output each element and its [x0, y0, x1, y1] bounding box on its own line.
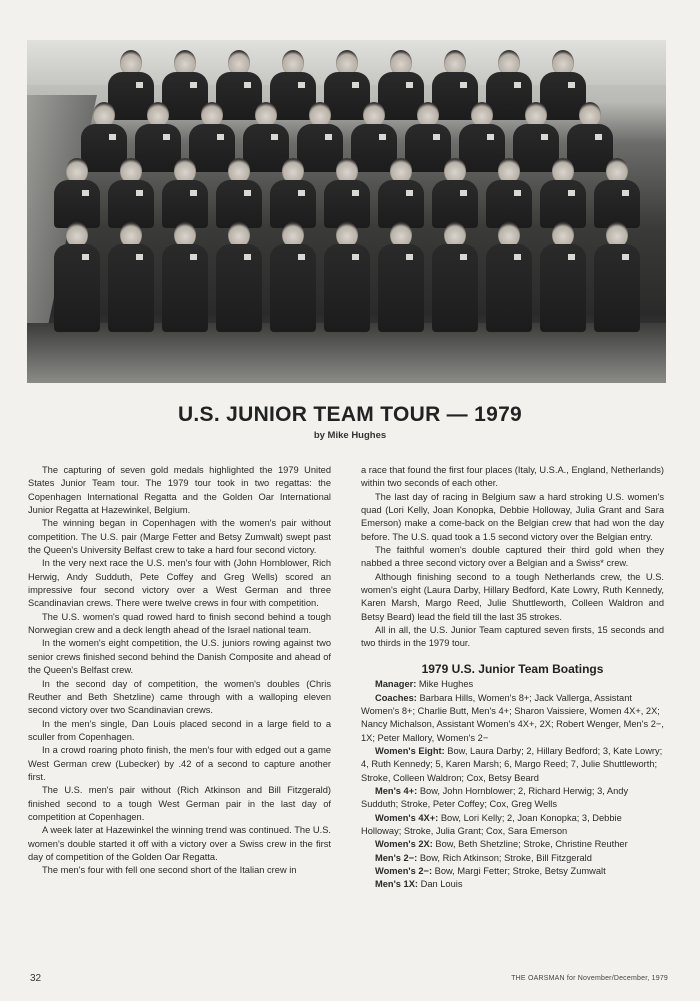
- boatings-label: Women's 4X+:: [375, 812, 439, 823]
- boatings-line: [361, 852, 664, 865]
- team-member: [594, 158, 640, 228]
- boatings-text: Dan Louis: [418, 879, 463, 890]
- team-member: [270, 158, 316, 228]
- boatings-label: Women's Eight:: [375, 745, 445, 756]
- article-paragraph: In the women's eight competition, the U.S. juniors rowing against two senior crews finished second behind the Danish Composite and ahead of the Queen's Belfast crew.: [28, 638, 331, 676]
- article-paragraph: The last day of racing in Belgium saw a hard stroking U.S. women's quad (Lori Kelly, Joan Konopka, Debbie Holloway, Julia Grant and Sara Emerson) make a come-back on the Belgian crew that had won the day before. The U.S. quad took a 1.5 second victory over the Belgian entry.: [361, 491, 664, 542]
- boatings-text: Bow, Beth Shetzline; Stroke, Christine Reuther: [432, 839, 628, 850]
- team-member: [540, 158, 586, 228]
- team-member: [108, 158, 154, 228]
- team-member: [162, 222, 208, 332]
- boatings-label: Women's 2X:: [375, 839, 433, 850]
- team-member: [324, 222, 370, 332]
- boatings-line: [361, 678, 664, 691]
- article-byline: by Mike Hughes: [313, 430, 387, 441]
- article-paragraph: The capturing of seven gold medals highlighted the 1979 United States Junior Team tour. The 1979 tour took in two regattas: the Copenhagen International Regatta and the Golden Oar International Junior Regatta at Hazewinkel, Belgium.: [28, 465, 331, 516]
- team-member: [378, 222, 424, 332]
- team-photo: [27, 40, 666, 383]
- article-paragraph: In the second day of competition, the women's doubles (Chris Reuther and Beth Shetzline) came through with a walloping eleven second victory over two Scandinavian crews.: [28, 678, 331, 716]
- boatings-text: Bow, Lori Kelly; 2, Joan Konopka; 3, Debbie Holloway; Stroke, Julia Grant; Cox, Sara Emerson: [361, 812, 622, 836]
- photo-row-middle: [27, 158, 666, 228]
- article-paragraph: The U.S. women's quad rowed hard to finish second behind a tough Norwegian crew and a deck length ahead of the Israel national team.: [28, 611, 331, 636]
- team-member: [216, 158, 262, 228]
- article-paragraph: All in all, the U.S. Junior Team captured seven firsts, 15 seconds and two thirds in the 1979 tour.: [361, 625, 664, 649]
- boatings-heading: 1979 U.S. Junior Team Boatings: [421, 661, 604, 676]
- article-paragraph: The faithful women's double captured their third gold when they nabbed a three second victory over a Belgian and a Swiss* crew.: [361, 545, 664, 569]
- boatings-line: [361, 692, 664, 745]
- boatings-label: Men's 1X:: [375, 879, 419, 890]
- article-paragraph: In a crowd roaring photo finish, the men's four with edged out a game West German crew (Lubecker) by .42 of a second to capture another first.: [28, 745, 331, 782]
- article-title: U.S. JUNIOR TEAM TOUR — 1979: [177, 403, 523, 426]
- boatings-line: [361, 878, 664, 891]
- boatings-line: [361, 745, 664, 785]
- page-number: 32: [30, 973, 42, 984]
- boatings-label: Coaches:: [375, 692, 417, 703]
- article-paragraph: The winning began in Copenhagen with the women's pair without competition. The U.S. pair (Marge Fetter and Betsy Zumwalt) swept past the Queen's University Belfast crew to take a hard four second victory.: [28, 518, 331, 556]
- photo-ground: [27, 323, 666, 383]
- boatings-text: Bow, Laura Darby; 2, Hillary Bedford; 3, Kate Lowry; 4, Ruth Kennedy; 5, Karen Marsh; 6, Margo Reed; 7, Julie Shuttleworth; Stroke, Colleen Waldron; Cox, Betsy Beard: [361, 745, 663, 783]
- article-paragraph: In the men's single, Dan Louis placed second in a large field to a sculler from Copenhagen.: [28, 718, 331, 742]
- article-paragraph: The U.S. men's pair without (Rich Atkinson and Bill Fitzgerald) finished second to a tough West German pair in the last day of competition at Copenhagen.: [28, 785, 331, 822]
- boatings-text: Bow, Rich Atkinson; Stroke, Bill Fitzgerald: [417, 852, 592, 863]
- boatings-line: [361, 785, 664, 812]
- boatings-line: [361, 865, 664, 878]
- team-member: [486, 222, 532, 332]
- article-paragraph: Although finishing second to a tough Netherlands crew, the U.S. women's eight (Laura Darby, Hillary Bedford, Kate Lowry, Ruth Kennedy, Karen Marsh, Margo Reed, Julie Shuttleworth, Colleen Waldron and Betsy Beard) lead the field till the last 35 strokes.: [361, 571, 664, 622]
- team-member: [432, 222, 478, 332]
- article-paragraph: a race that found the first four places (Italy, U.S.A., England, Netherlands) within two seconds of each other.: [361, 465, 664, 489]
- team-member: [216, 222, 262, 332]
- boatings-text: Bow, Margi Fetter; Stroke, Betsy Zumwalt: [432, 865, 606, 876]
- article-column-right: [361, 464, 664, 892]
- boatings-label: Manager:: [375, 679, 417, 690]
- article-paragraph: In the very next race the U.S. men's four with (John Hornblower, Rich Herwig, Andy Sudduth, Pete Coffey and Greg Wells) scored an impressive four second victory over a West German and three Scandinavian crews. There were twelve crews in four with competition.: [28, 558, 331, 609]
- photo-row-front: [27, 222, 666, 332]
- article-column-left: [28, 464, 331, 878]
- team-member: [432, 158, 478, 228]
- article-paragraph: The men's four with fell one second short of the Italian crew in: [42, 865, 297, 876]
- boatings-text: Barbara Hills, Women's 8+; Jack Vallerga, Assistant Women's 8+; Charlie Butt, Men's 4+; Sharon Vaissiere, Women 4X+, 2X; Nancy Michalson, Assistant Women's 4X+, 2X; Robert Wenger, Men's 2−, 1X; Peter Mallory, Women's 2−: [361, 692, 664, 743]
- team-member: [378, 158, 424, 228]
- boatings-label: Women's 2−:: [375, 865, 433, 876]
- boatings-label: Men's 4+:: [375, 785, 418, 796]
- boatings-text: Bow, John Hornblower; 2, Richard Herwig; 3, Andy Sudduth; Stroke, Peter Coffey; Cox, Greg Wells: [361, 785, 629, 810]
- team-member: [540, 222, 586, 332]
- publication-credit: THE OARSMAN for November/December, 1979: [511, 975, 668, 982]
- team-member: [594, 222, 640, 332]
- team-member: [108, 222, 154, 332]
- boatings-text: Mike Hughes: [416, 679, 474, 690]
- team-member: [54, 158, 100, 228]
- boatings-line: [361, 812, 664, 839]
- boatings-label: Men's 2−:: [375, 852, 418, 863]
- team-member: [270, 222, 316, 332]
- team-member: [54, 222, 100, 332]
- team-member: [162, 158, 208, 228]
- team-member: [486, 158, 532, 228]
- article-paragraph: A week later at Hazewinkel the winning trend was continued. The U.S. women's double started it off with a victory over a Swiss crew in the first day of competition of the Golden Oar Regatta.: [28, 825, 331, 862]
- team-member: [324, 158, 370, 228]
- boatings-line: [361, 838, 664, 851]
